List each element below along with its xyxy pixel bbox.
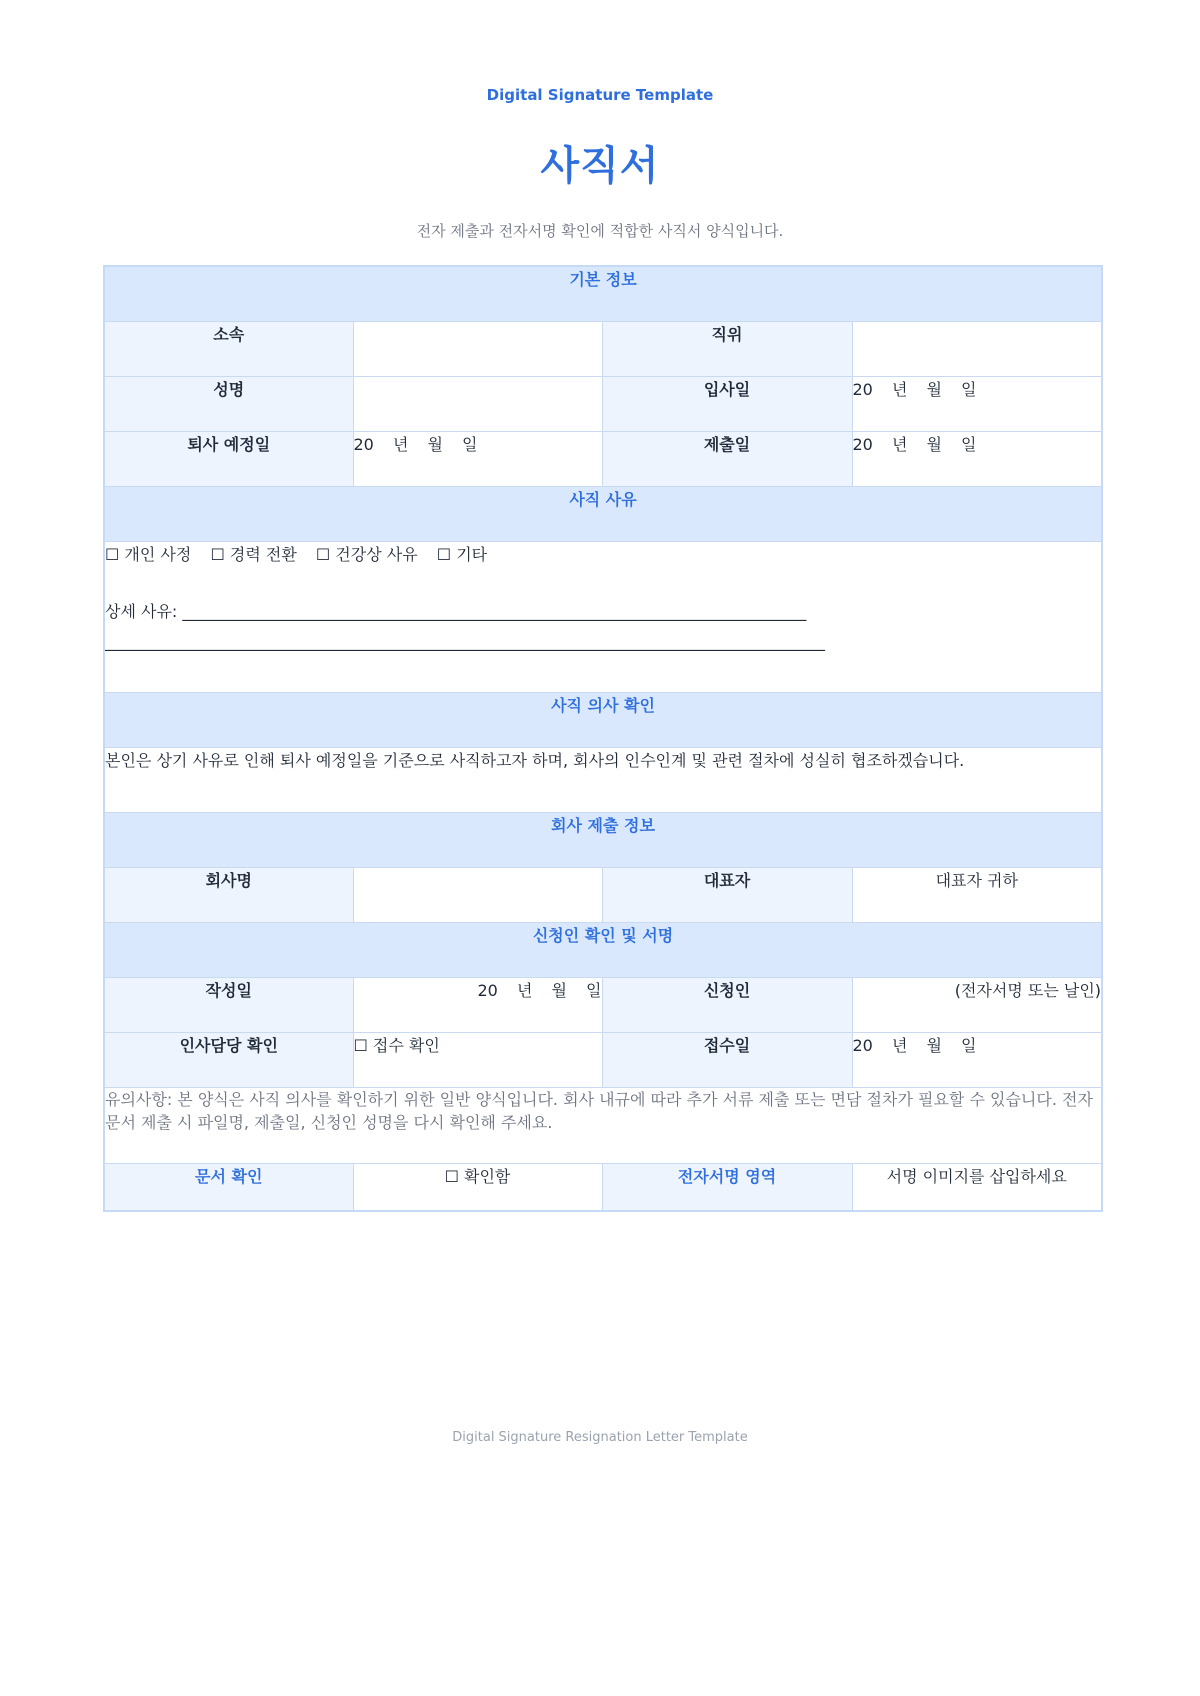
signature-row [104, 1164, 1102, 1212]
page-footer: Digital Signature Resignation Letter Template [452, 1430, 748, 1445]
reason-checkbox-personal[interactable]: ☐ 개인 사정 [105, 545, 192, 564]
reason-checkbox-health[interactable]: ☐ 건강상 사유 [315, 545, 418, 564]
company-name-label: 회사명 [104, 868, 353, 923]
form-row [104, 1033, 1102, 1088]
reason-detail-line: __________________________________________________________________________________________ [105, 632, 825, 651]
reason-detail[interactable] [105, 597, 1101, 657]
form-row [104, 978, 1102, 1033]
intent-statement: 본인은 상기 사유로 인해 퇴사 예정일을 기준으로 사직하고자 하며, 회사의 인수인계 및 관련 절차에 성실히 협조하겠습니다. [104, 748, 1102, 813]
note-row [104, 1088, 1102, 1164]
reason-options [105, 542, 1101, 565]
received-date-label: 접수일 [602, 1033, 852, 1088]
template-eyebrow: Digital Signature Template [486, 86, 714, 104]
reason-detail-line: 상세 사유: ______________________________________________________________________________ [105, 602, 807, 621]
form-row [104, 322, 1102, 377]
company-name-field[interactable] [353, 868, 602, 923]
esign-area[interactable]: 서명 이미지를 삽입하세요 [852, 1164, 1102, 1212]
section-confirm [104, 923, 1102, 978]
position-field[interactable] [852, 322, 1102, 377]
ceo-field[interactable]: 대표자 귀하 [852, 868, 1102, 923]
hire-date-label: 입사일 [602, 377, 852, 432]
esign-label: 전자서명 영역 [602, 1164, 852, 1212]
reason-checkbox-career[interactable]: ☐ 경력 전환 [210, 545, 297, 564]
form-row [104, 868, 1102, 923]
section-intent [104, 693, 1102, 748]
received-date-field[interactable]: 20 년 월 일 [852, 1033, 1102, 1088]
hire-date-field[interactable]: 20 년 월 일 [852, 377, 1102, 432]
position-label: 직위 [602, 322, 852, 377]
ceo-label: 대표자 [602, 868, 852, 923]
affiliation-label: 소속 [104, 322, 353, 377]
section-basic-info [104, 266, 1102, 322]
resign-date-field[interactable]: 20 년 월 일 [353, 432, 602, 487]
resign-date-label: 퇴사 예정일 [104, 432, 353, 487]
reason-row [104, 542, 1102, 693]
hr-confirm-label: 인사담당 확인 [104, 1033, 353, 1088]
submit-date-field[interactable]: 20 년 월 일 [852, 432, 1102, 487]
doc-check-label: 문서 확인 [104, 1164, 353, 1212]
reason-cell [104, 542, 1102, 693]
affiliation-field[interactable] [353, 322, 602, 377]
document-subtitle: 전자 제출과 전자서명 확인에 적합한 사직서 양식입니다. [416, 222, 784, 240]
reason-checkbox-other[interactable]: ☐ 기타 [436, 545, 488, 564]
section-title: 신청인 확인 및 서명 [104, 923, 1102, 978]
document-title: 사직서 [540, 143, 660, 189]
section-company [104, 813, 1102, 868]
intent-row [104, 748, 1102, 813]
section-title: 기본 정보 [104, 266, 1102, 322]
written-date-field[interactable]: 20 년 월 일 [353, 978, 602, 1033]
applicant-label: 신청인 [602, 978, 852, 1033]
resignation-form-table [103, 265, 1103, 1212]
section-title: 사직 사유 [104, 487, 1102, 542]
notice-text: 유의사항: 본 양식은 사직 의사를 확인하기 위한 일반 양식입니다. 회사 내규에 따라 추가 서류 제출 또는 면담 절차가 필요할 수 있습니다. 전자문서 제출 시 파일명, 제출일, 신청인 성명을 다시 확인해 주세요. [104, 1088, 1102, 1164]
submit-date-label: 제출일 [602, 432, 852, 487]
section-title: 회사 제출 정보 [104, 813, 1102, 868]
hr-receipt-checkbox[interactable]: ☐ 접수 확인 [353, 1033, 602, 1088]
doc-check-checkbox[interactable]: ☐ 확인함 [353, 1164, 602, 1212]
applicant-signature-field[interactable]: (전자서명 또는 날인) [852, 978, 1102, 1033]
form-row [104, 377, 1102, 432]
name-field[interactable] [353, 377, 602, 432]
form-row [104, 432, 1102, 487]
section-title: 사직 의사 확인 [104, 693, 1102, 748]
written-date-label: 작성일 [104, 978, 353, 1033]
section-reason [104, 487, 1102, 542]
name-label: 성명 [104, 377, 353, 432]
